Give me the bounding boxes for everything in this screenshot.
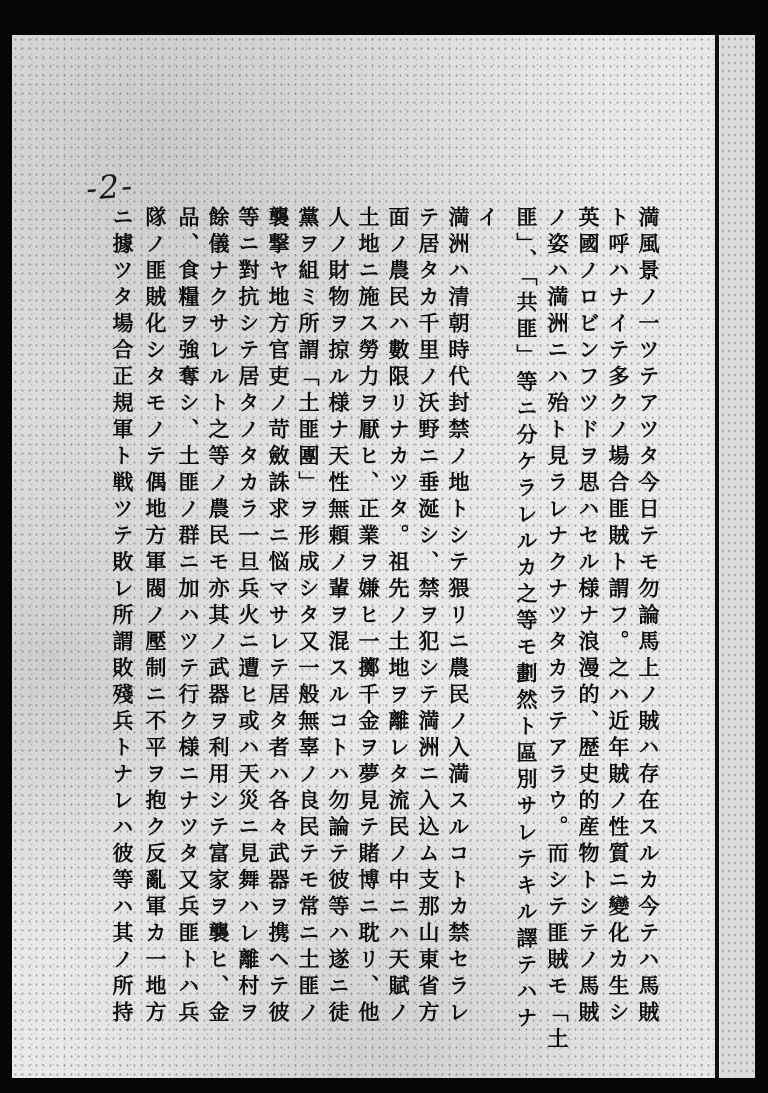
text-column: 襲撃ヤ地方官吏ノ苛斂誅求ニ悩マサレテ居タ者ハ各々武器ヲ携ヘテ彼 <box>266 206 291 1028</box>
right-margin-strip <box>720 35 755 1078</box>
margin-rule-line <box>715 35 719 1078</box>
text-column: 等ニ對抗シテ居タノタカラ一旦兵火ニ遭ヒ或ハ天災ニ見舞ハレ離村ヲ <box>236 206 261 1028</box>
text-column: イ <box>475 206 500 233</box>
text-column: 満風景ノ一ツテアツタ今日テモ勿論馬上ノ賊ハ存在スルカ今テハ馬賊 <box>636 206 661 1028</box>
text-column: テ居タカ千里ノ沃野ニ垂涎シ、禁ヲ犯シテ満洲ニ入込ム支那山東省方 <box>416 206 441 1028</box>
text-column: 品、食糧ヲ強奪シ、土匪ノ群ニ加ハツテ行ク様ニナツタ又兵匪トハ兵 <box>176 206 201 1028</box>
text-column: 満洲ハ清朝時代封禁ノ地トシテ猥リニ農民ノ入満スルコトカ禁セラレ <box>446 206 471 1028</box>
text-column: 人ノ財物ヲ掠ル様ナ天性無頼ノ輩ヲ混スルコトハ勿論テ彼等ハ遂ニ徒 <box>326 206 351 1028</box>
text-column: 面ノ農民ハ數限リナカツタ。祖先ノ土地ヲ離レタ流民ノ中ニハ天賦ノ <box>386 206 411 1028</box>
text-column: 土地ニ施ス勞力ヲ厭ヒ、正業ヲ嫌ヒ一擲千金ヲ夢見テ賭博ニ耽リ、他 <box>356 206 381 1028</box>
text-column: 餘儀ナクサレルト之等ノ農民モ亦其ノ武器ヲ利用シテ富家ヲ襲ヒ、金 <box>206 206 231 1028</box>
text-column: ノ姿ハ満洲ニハ殆ト見ラレナクナツタカラテアラウ。而シテ匪賊モ「土 <box>545 206 570 1054</box>
text-column: ニ據ツタ場合正規軍ト戦ツテ敗レ所謂敗殘兵トナレハ彼等ハ其ノ所持 <box>110 206 135 1028</box>
text-column: ト呼ハナイテ多クノ場合匪賊ト謂フ。之ハ近年賊ノ性質ニ變化カ生シ <box>606 206 631 1028</box>
text-column: 隊ノ匪賊化シタモノテ偶地方軍閥ノ壓制ニ不平ヲ抱ク反亂軍カ一地方 <box>143 206 168 1028</box>
text-column: 黨ヲ組ミ所謂「土匪團」ヲ形成シタ又一般無辜ノ良民テモ常ニ土匪ノ <box>296 206 321 1028</box>
text-column: 匪」、「共匪」等ニ分ケラレルカ之等モ劃然ト區別サレテキル譯テハナ <box>514 206 539 1033</box>
text-column: 英國ノロビンフツドヲ思ハセル様ナ浪漫的、歴史的産物トシテノ馬賊 <box>576 206 601 1028</box>
page-number: -2- <box>84 166 136 208</box>
